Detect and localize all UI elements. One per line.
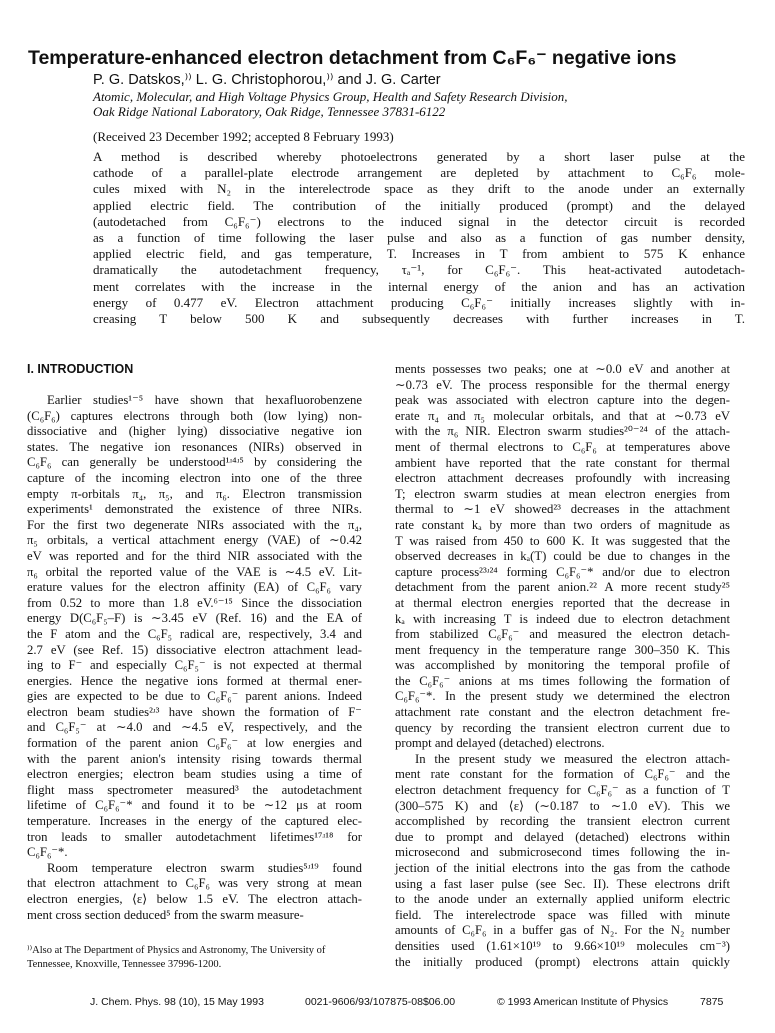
article-code: 0021-9606/93/107875-08$06.00 [305, 996, 456, 1008]
text-line: gies are expected to be due to C₆F₆⁻ parent anions. Indeed [27, 689, 362, 704]
text-line: thermal to ∼1 eV showed²³ decreases in the attachment [395, 502, 730, 517]
text-line: ment of thermal electrons to C₆F₆ at temperatures above [395, 439, 730, 454]
paper-title: Temperature-enhanced electron detachment from C₆F₆⁻ negative ions [28, 47, 677, 69]
text-line: T; electron swarm studies at mean electron energies from [395, 486, 730, 501]
text-line: Room temperature electron swarm studies⁵ʴ¹⁹ found [47, 860, 362, 875]
right-column [395, 362, 730, 970]
text-line: π₆ orbital the reported value of the VAE is ∼4.5 eV. Lit- [27, 564, 362, 579]
abstract-line: A method is described whereby photoelectrons generated by a short laser pulse at the [93, 149, 745, 164]
text-line: detachment from the parent anion.²² A more recent study²⁵ [395, 580, 730, 595]
text-line: was accomplished by monitoring the temporal profile of [395, 658, 730, 673]
text-line: ment cross section deduced⁵ from the swarm measure- [27, 907, 304, 922]
affiliation-line: Atomic, Molecular, and High Voltage Physics Group, Health and Safety Research Division, [93, 89, 568, 104]
text-line: π₅ orbitals, a vertical attachment energy (VAE) of ∼0.42 [27, 533, 362, 548]
text-line: ing to F⁻ and especially C₆F₅⁻ is not expected at thermal [27, 658, 362, 673]
text-line: states. The negative ion resonances (NIRs) observed in [27, 439, 362, 454]
text-line: C₆F₆⁻*. In the present study we determined the electron [395, 689, 730, 704]
text-line: For the first two degenerate NIRs associated with the π₄, [27, 517, 362, 532]
author-list: P. G. Datskos,⁾⁾ L. G. Christophorou,⁾⁾ and J. G. Carter [93, 72, 441, 88]
text-line: with the π₆ NIR. Electron swarm studies²⁰⁻²⁴ of the attach- [395, 424, 730, 439]
text-line: accomplished by recording the transient electron current [395, 814, 730, 829]
affiliation [93, 90, 568, 119]
text-line: empty π-orbitals π₄, π₅, and π₆. Electron transmission [27, 486, 362, 501]
abstract [93, 149, 745, 327]
text-line: capture of the incoming electron into one of the three [27, 470, 362, 485]
text-line: dissociative and (higher lying) dissociative negative ion [27, 424, 362, 439]
page-number: 7875 [700, 996, 724, 1008]
text-line: 2.7 eV (see Ref. 15) dissociative electron attachment lead- [27, 642, 362, 657]
text-line: quency by recording the transient electron current due to [395, 720, 730, 735]
text-line: peak was associated with electron capture into the degen- [395, 393, 730, 408]
left-column [27, 362, 362, 923]
text-line: experiments¹ demonstrated the existence of three NIRs. [27, 502, 362, 517]
text-line: C₆F₆⁻*. [27, 845, 68, 860]
abstract-line: applied electric field, and gas temperature, T. Increases in T from ambient to 575 K enhance [93, 246, 745, 262]
abstract-line: cathode of a parallel-plate electrode arrangement are depleted by attachment to C₆F₆ mole- [93, 165, 745, 181]
footnote-line: Tennessee, Knoxville, Tennessee 37996-1200. [27, 959, 222, 970]
text-line: the F atom and the C₆F₅ radical are, respectively, 3.4 and [27, 626, 362, 641]
received-dates: (Received 23 December 1992; accepted 8 February 1993) [93, 129, 394, 144]
text-line: tron leads to smaller autodetachment lifetimes¹⁷ʴ¹⁸ for [27, 829, 362, 844]
abstract-line: energy of 0.477 eV. Electron attachment producing C₆F₆⁻ initially increases slightly with in- [93, 294, 745, 310]
text-line: ment rate constant for the formation of C₆F₆⁻ and the [395, 767, 730, 782]
text-line: T was raised from 450 to 600 K. It was suggested that the [395, 533, 730, 548]
text-line: at thermal electron energies reported that the decrease in [395, 595, 730, 610]
text-line: the initially produced (prompt) electrons attain quickly [395, 954, 730, 969]
abstract-line: dramatically the autodetachment frequency, τₐ⁻¹, for C₆F₆⁻. This heat-activated autodetach- [93, 262, 745, 278]
text-line: that electron attachment to C₆F₆ was very strong at mean [27, 876, 362, 891]
text-line: observed decreases in kₐ(T) could be due to changes in the [395, 549, 730, 564]
text-line: electron energies, ⟨ε⟩ below 1.5 eV. The electron attach- [27, 892, 362, 906]
section-heading: I. INTRODUCTION [27, 362, 134, 376]
text-line: Earlier studies¹⁻⁵ have shown that hexafluorobenzene [47, 393, 362, 407]
text-line: and C₆F₅⁻ at ∼4.0 and ∼4.5 eV, respectively, and the [27, 720, 362, 735]
text-line: electron detachment frequency for C₆F₆⁻ as a function of T [395, 783, 730, 798]
text-line: erature values for the electron affinity (EA) of C₆F₆ vary [27, 580, 362, 595]
affiliation-line: Oak Ridge National Laboratory, Oak Ridge, Tennessee 37831-6122 [93, 103, 446, 119]
text-line: ∼0.73 eV. The process responsible for the thermal energy [395, 377, 730, 392]
text-line: electron energies; electron beam studies using a time of [27, 767, 362, 782]
text-line: using a fast laser pulse (see Sec. II). These electrons drift [395, 876, 730, 891]
abstract-line: (autodetached from C₆F₆⁻) electrons to the induced signal in the detector circuit is recorded [93, 213, 745, 229]
text-line: attachment rate constant and the electron detachment fre- [395, 705, 730, 720]
text-line: C₆F₆ can generally be understood¹ʴ⁴ʴ⁵ by considering the [27, 455, 362, 470]
text-line: amounts of C₆F₆ in a buffer gas of N₂. For the N₂ number [395, 923, 730, 938]
text-line: due to prompt and delayed (detached) electrons within [395, 829, 730, 844]
abstract-line: cules mixed with N₂ in the interelectrode space as they drift to the anode under an externally [93, 181, 745, 197]
text-line: rate constant kₐ by more than two orders of magnitude as [395, 517, 730, 532]
text-line: field. The interelectrode space was filled with minute [395, 907, 730, 922]
text-line: energy D(C₆F₅–F) is ∼3.45 eV (Ref. 16) and the EA of [27, 611, 362, 626]
text-line: erate π₄ and π₅ molecular orbitals, and that at ∼0.73 eV [395, 408, 730, 423]
text-line: ments possesses two peaks; one at ∼0.0 eV and another at [395, 362, 730, 376]
text-line: lifetime of C₆F₆⁻* and found it to be ∼12 μs at room [27, 798, 362, 813]
footnote-line: ⁾⁾Also at The Department of Physics and Astronomy, The University of [27, 945, 326, 956]
text-line: with the parent anion's intensity rising towards thermal [27, 751, 362, 766]
text-line: from 0.52 to more than 1.8 eV.⁶⁻¹⁵ Since the dissociation [27, 595, 362, 610]
copyright: © 1993 American Institute of Physics [497, 996, 669, 1008]
text-line: ment frequency in the temperature range 300–350 K. This [395, 642, 730, 657]
abstract-line: as a function of time following the laser pulse and also as a function of gas number density, [93, 230, 745, 246]
text-line: to the anode under an externally applied uniform electric [395, 892, 730, 907]
footnote [27, 944, 367, 972]
left-column-text [27, 393, 362, 923]
text-line: electron attachment decreases profoundly with increasing [395, 471, 730, 486]
journal-citation: J. Chem. Phys. 98 (10), 15 May 1993 [90, 996, 264, 1008]
text-line: from stabilized C₆F₆⁻ and measured the electron detach- [395, 627, 730, 642]
text-line: eV was reported and for the third NIR associated with the [27, 548, 362, 563]
text-line: kₐ with increasing T is indeed due to electron detachment [395, 611, 730, 626]
text-line: (C₆F₆) captures electrons through both (low lying) non- [27, 408, 362, 423]
abstract-line: ment correlates with the increase in the internal energy of the anion and has an activation [93, 278, 745, 294]
text-line: prompt and delayed (detached) electrons. [395, 736, 605, 751]
abstract-line: applied electric field. The contribution of the initially produced (prompt) and the delayed [93, 197, 745, 213]
abstract-line: creasing T below 500 K and subsequently decreases with further increases in T. [93, 311, 745, 327]
text-line: capture process²³ʴ²⁴ forming C₆F₆⁻* and/or due to electron [395, 564, 730, 579]
right-column-text [395, 362, 730, 970]
text-line: ambient have reported that the rate constant for thermal [395, 455, 730, 470]
text-line: temperature. Increases in the energy of the captured elec- [27, 814, 362, 829]
text-line: In the present study we measured the electron attach- [415, 751, 730, 766]
text-line: (300–575 K) and ⟨ε⟩ (∼0.187 to ∼1.0 eV). This we [395, 798, 730, 813]
text-line: microsecond and submicrosecond times following the in- [395, 845, 730, 860]
text-line: densities used (1.61×10¹⁹ to 9.66×10¹⁹ molecules cm⁻³) [395, 938, 730, 953]
text-line: the C₆F₆⁻ anions at ms times following the formation of [395, 673, 730, 688]
text-line: formation of the parent anion C₆F₆⁻ at low energies and [27, 736, 362, 751]
text-line: flight mass spectrometer measured³ the autodetachment [27, 782, 362, 797]
text-line: electron beam studies²ʴ³ have shown the formation of F⁻ [27, 704, 362, 719]
text-line: jection of the initial electrons into the gas from the cathode [395, 861, 730, 875]
text-line: energies. Hence the negative ions formed at thermal ener- [27, 673, 362, 688]
